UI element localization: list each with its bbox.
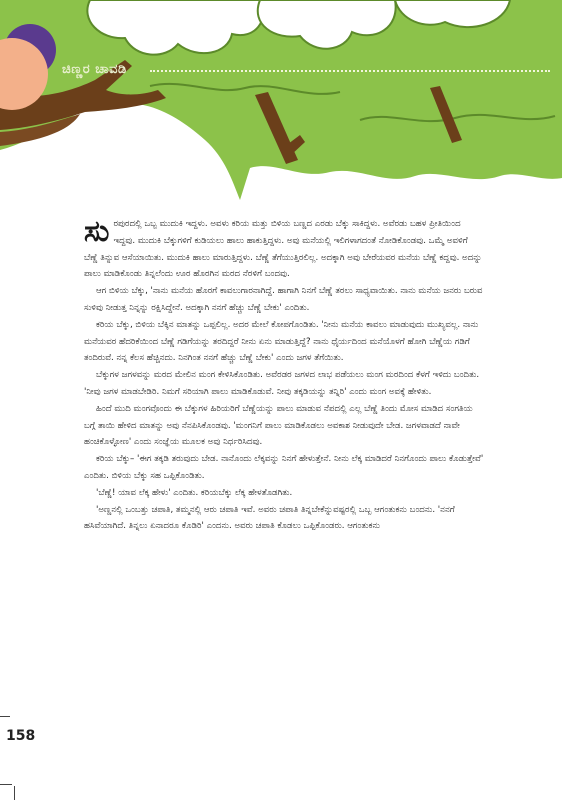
- story-paragraph: ಬೆಕ್ಕುಗಳ ಜಗಳವನ್ನು ಮರದ ಮೇಲಿನ ಮಂಗ ಕೇಳಿಸಿಕೊಂಡಿತು. ಅವೆರಡರ ಜಗಳದ ಲಾಭ ಪಡೆಯಲು ಮಂಗ ಮರದಿಂದ ಕೆಳಗೆ ಇಳಿದು ಬಂದಿತು. 'ನೀವು ಜಗಳ ಮಾಡಬೇಡಿರಿ. ನಿಮಗೆ ಸರಿಯಾಗಿ ಪಾಲು ಮಾಡಿಕೊಡುವೆ. ನೀವು ತಕ್ಕಡಿಯನ್ನು ತನ್ನಿರಿ' ಎಂದು ಮಂಗ ಅವಕ್ಕೆ ಹೇಳಿತು.: [84, 370, 480, 397]
- drop-cap: ಸು: [84, 214, 110, 249]
- story-paragraph: ಕರಿಯ ಬೆಕ್ಕು, ಬಿಳಿಯ ಬೆಕ್ಕಿನ ಮಾತನ್ನು ಒಪ್ಪಲಿಲ್ಲ. ಅದರ ಮೇಲೆ ಕೋಪಗೊಂಡಿತು. 'ನೀನು ಮನೆಯ ಕಾವಲು ಮಾಡುವುದು ಮುಖ್ಯವಲ್ಲ. ನಾನು ಮನೆಯವರ ಹೆದರಿಕೆಯಿಂದ ಬೆಣ್ಣೆ ಗಡಿಗೆಯನ್ನು ತರದಿದ್ದರೆ ನೀನು ಏನು ಮಾಡುತ್ತಿದ್ದೆ? ನಾನು ಧೈರ್ಯದಿಂದ ಮನೆಯೊಳಗೆ ಹೋಗಿ ಬೆಣ್ಣೆಯ ಗಡಿಗೆ ತಂದಿರುವೆ. ನನ್ನ ಕೆಲಸ ಹೆಚ್ಚಿನದು. ನಿನಗಿಂತ ನನಗೆ ಹೆಚ್ಚು ಬೆಣ್ಣೆ ಬೇಕು' ಎಂದು ಜಗಳ ತೆಗೆಯಿತು.: [84, 319, 479, 364]
- story-body: [84, 216, 484, 535]
- paragraph-text: ರಪುರದಲ್ಲಿ ಒಬ್ಬ ಮುದುಕಿ ಇದ್ದಳು. ಅವಳು ಕರಿಯ ಮತ್ತು ಬಿಳಿಯ ಬಣ್ಣದ ಎರಡು ಬೆಕ್ಕು ಸಾಕಿದ್ದಳು. ಅವೆರಡು ಬಹಳ ಪ್ರೀತಿಯಿಂದ ಇದ್ದವು. ಮುದುಕಿ ಬೆಕ್ಕುಗಳಿಗೆ ಕುಡಿಯಲು ಹಾಲು ಹಾಕುತ್ತಿದ್ದಳು. ಅವು ಮನೆಯಲ್ಲಿ ಇಲಿಗಳಾಗದಂತೆ ನೋಡಿಕೊಂಡವು. ಒಮ್ಮೆ ಅವಳಿಗೆ ಬೆಣ್ಣೆ ತಿನ್ನುವ ಆಸೆಯಾಯಿತು. ಮುದುಕಿ ಹಾಲು ಮಾರುತ್ತಿದ್ದಳು. ಬೆಣ್ಣೆ ತೆಗೆಯುತ್ತಿರಲಿಲ್ಲ. ಅದಕ್ಕಾಗಿ ಅವು ಬೇರೆಯವರ ಮನೆಯ ಬೆಣ್ಣೆ ಕದ್ದವು. ಅದನ್ನು ಪಾಲು ಮಾಡಿಕೊಂಡು ತಿನ್ನಲೆಂದು ಊರ ಹೊರಗಿನ ಮರದ ನೆರಳಿಗೆ ಬಂದವು.: [84, 219, 482, 280]
- story-paragraph: ಹಿಂದೆ ಮುದಿ ಮಂಗವೊಂದು ಈ ಬೆಕ್ಕುಗಳ ಹಿರಿಯರಿಗೆ ಬೆಣ್ಣೆಯನ್ನು ಪಾಲು ಮಾಡುವ ನೆಪದಲ್ಲಿ ಎಲ್ಲ ಬೆಣ್ಣೆ ತಿಂದು ಮೋಸ ಮಾಡಿದ ಸಂಗತಿಯ ಬಗ್ಗೆ ತಾಯಿ ಹೇಳಿದ ಮಾತನ್ನು ಅವು ನೆನಪಿಸಿಕೊಂಡವು. 'ಮಂಗನಿಗೆ ಪಾಲು ಮಾಡಿಕೊಡಲು ಅವಕಾಶ ನೀಡುವುದೇ ಬೇಡ. ಜಗಳವಾಡದೆ ನಾವೇ ಹಂಚಿಕೊಳ್ಳೋಣ' ಎಂದು ಸಂಜ್ಞೆಯ ಮೂಲಕ ಅವು ನಿರ್ಧರಿಸಿದವು.: [84, 403, 473, 448]
- crop-mark: [14, 786, 15, 800]
- header-tree-illustration: [0, 0, 562, 200]
- crop-mark: [0, 716, 10, 717]
- page-number: 158: [6, 728, 36, 744]
- title-divider: [150, 70, 550, 72]
- story-paragraph: [84, 216, 484, 283]
- section-title: ಚಿಣ್ಣರ ಚಾವಡಿ: [62, 62, 127, 77]
- crop-mark: [0, 784, 12, 785]
- story-paragraph: 'ಬೆಣ್ಣೆ! ಯಾವ ಲೆಕ್ಕ ಹೇಳು' ಎಂದಿತು. ಕರಿಯಬೆಕ್ಕು ಲೆಕ್ಕ ಹೇಳತೊಡಗಿತು.: [96, 487, 293, 498]
- story-paragraph: 'ಅಣ್ಣನಲ್ಲಿ ಒಂಬತ್ತು ಚಪಾತಿ, ತಮ್ಮನಲ್ಲಿ ಆರು ಚಪಾತಿ ಇವೆ. ಅವರು ಚಪಾತಿ ತಿನ್ನಬೇಕೆನ್ನುವಷ್ಟರಲ್ಲಿ ಒಬ್ಬ ಆಗಂತುಕನು ಬಂದನು. 'ನನಗೆ ಹಸಿವೆಯಾಗಿದೆ. ತಿನ್ನಲು ಏನಾದರೂ ಕೊಡಿರಿ' ಎಂದನು. ಅವರು ಚಪಾತಿ ಕೊಡಲು ಒಪ್ಪಿಕೊಂಡರು. ಆಗಂತುಕನು: [84, 504, 455, 532]
- story-paragraph: ಆಗ ಬಿಳಿಯ ಬೆಕ್ಕು, 'ನಾನು ಮನೆಯ ಹೊರಗೆ ಕಾವಲುಗಾರನಾಗಿದ್ದೆ. ಹಾಗಾಗಿ ನಿನಗೆ ಬೆಣ್ಣೆ ತರಲು ಸಾಧ್ಯವಾಯಿತು. ನಾನು ಮನೆಯ ಜನರು ಬರುವ ಸುಳಿವು ನೀಡುತ್ತ ನಿನ್ನನ್ನು ರಕ್ಷಿಸಿದ್ದೇನೆ. ಅದಕ್ಕಾಗಿ ನನಗೆ ಹೆಚ್ಚು ಬೆಣ್ಣೆ ಬೇಕು' ಎಂದಿತು.: [84, 286, 483, 313]
- story-paragraph: ಕರಿಯ ಬೆಕ್ಕು– 'ಈಗ ತಕ್ಕಡಿ ತರುವುದು ಬೇಡ. ನಾನೊಂದು ಲೆಕ್ಕವನ್ನು ನಿನಗೆ ಹೇಳುತ್ತೇನೆ. ನೀನು ಲೆಕ್ಕ ಮಾಡಿದರೆ ನಿನಗೊಂದು ಪಾಲು ಕೊಡುತ್ತೇವೆ' ಎಂದಿತು. ಬಿಳಿಯ ಬೆಕ್ಕು ಸಹ ಒಪ್ಪಿಕೊಂಡಿತು.: [84, 454, 484, 481]
